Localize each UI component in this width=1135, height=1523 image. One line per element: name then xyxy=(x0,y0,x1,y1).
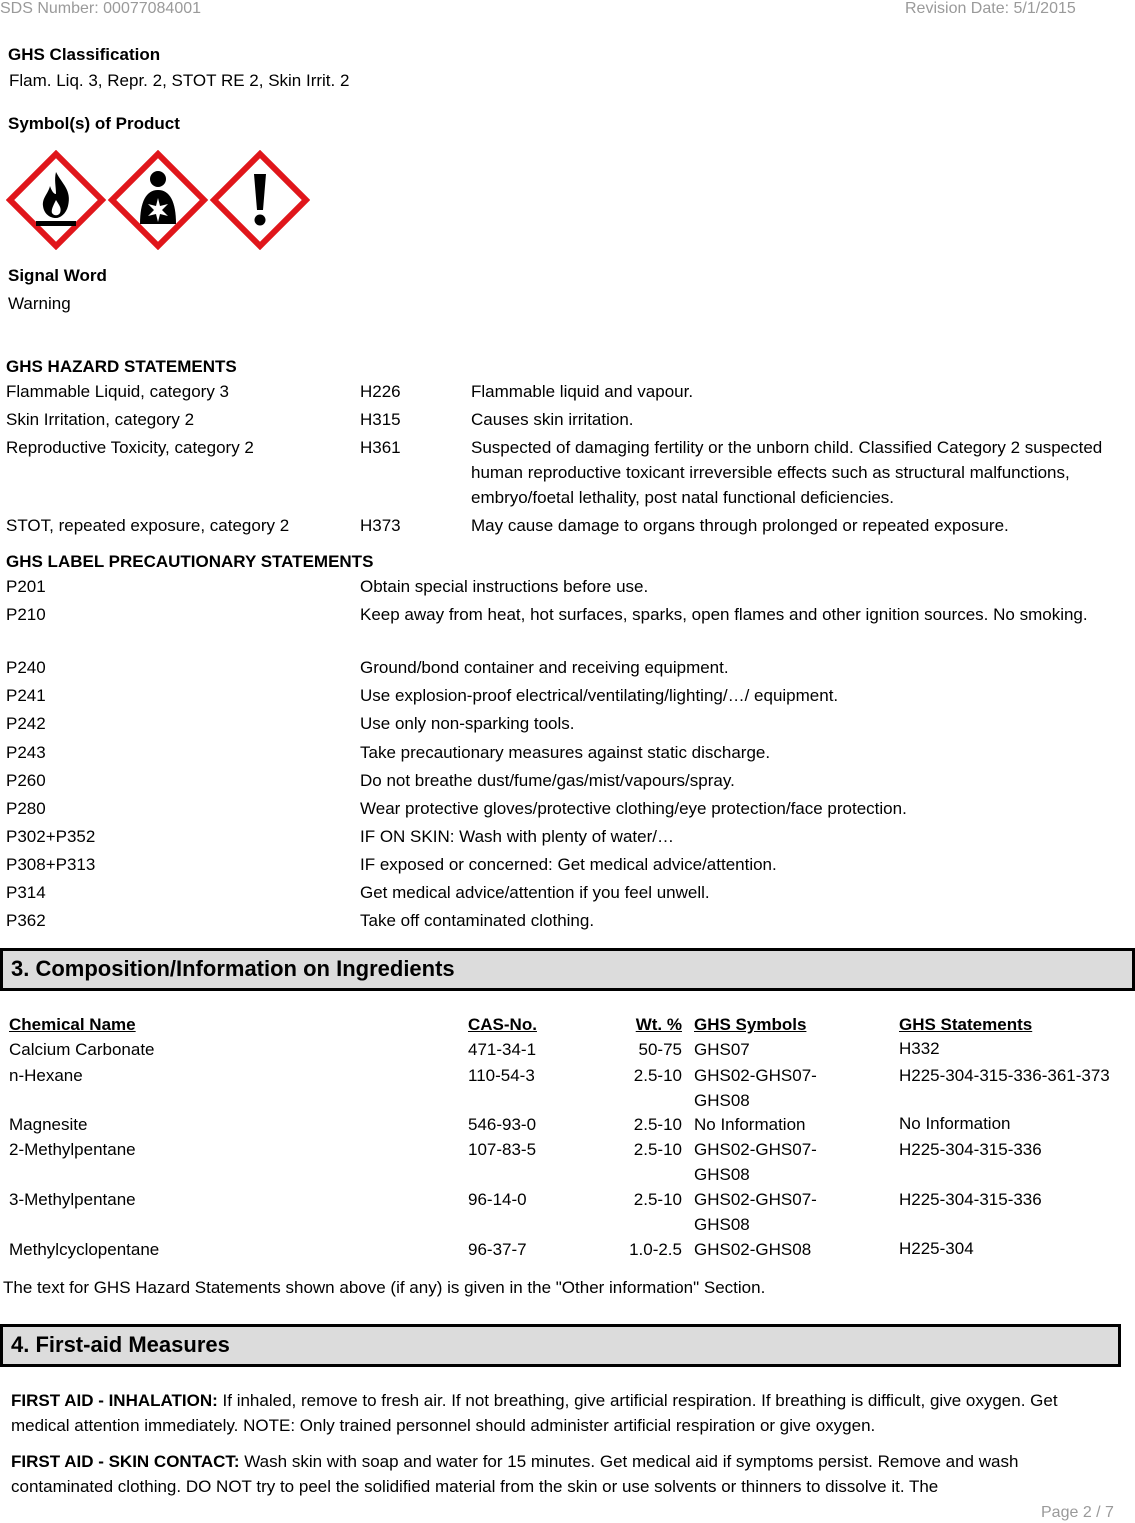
ingredient-name: Magnesite xyxy=(9,1115,88,1134)
column-cas-no: CAS-No. xyxy=(468,1015,537,1034)
ingredient-wt: 2.5-10 xyxy=(633,1140,682,1159)
ingredient-name: n-Hexane xyxy=(9,1066,83,1085)
first-aid-inhalation-label: FIRST AID - INHALATION: xyxy=(11,1391,218,1410)
hazard-code: H226 xyxy=(360,382,401,401)
health-hazard-pictogram-icon xyxy=(108,150,208,250)
ingredient-name: 3-Methylpentane xyxy=(9,1190,136,1209)
precaution-code: P280 xyxy=(6,799,46,818)
ingredient-statements: H225-304 xyxy=(899,1239,974,1258)
column-wt-percent: Wt. % xyxy=(635,1015,682,1034)
ingredient-cas: 96-14-0 xyxy=(468,1190,527,1209)
hazard-text: Suspected of damaging fertility or the unborn child. Classified Category 2 suspected human reproductive toxicant irreversible effects such as structural malfunctions, embryo/foetal lethality, post natal functional deficiencies. xyxy=(471,438,1103,507)
ingredient-statements: No Information xyxy=(899,1114,1011,1133)
hazard-category: Skin Irritation, category 2 xyxy=(6,410,195,429)
precaution-text: IF exposed or concerned: Get medical advice/attention. xyxy=(360,855,777,874)
first-aid-skin-label: FIRST AID - SKIN CONTACT: xyxy=(11,1452,240,1471)
precaution-text: Do not breathe dust/fume/gas/mist/vapours/spray. xyxy=(360,771,735,790)
ghs-classification-title: GHS Classification xyxy=(8,45,161,64)
ingredient-cas: 96-37-7 xyxy=(468,1240,527,1259)
first-aid-inhalation-text: If inhaled, remove to fresh air. If not breathing, give artificial respiration. If breathing is difficult, give oxygen. Get medical attention immediately. NOTE: Only trained personnel should administer artificial respiration or give oxygen. xyxy=(11,1391,1058,1435)
ingredient-cas: 107-83-5 xyxy=(468,1140,537,1159)
ingredient-cas: 110-54-3 xyxy=(468,1066,535,1085)
ingredient-statements: H225-304-315-336 xyxy=(899,1190,1042,1209)
precautionary-title: GHS LABEL PRECAUTIONARY STATEMENTS xyxy=(6,552,374,571)
column-ghs-statements: GHS Statements xyxy=(899,1015,1033,1034)
symbols-title: Symbol(s) of Product xyxy=(8,114,180,133)
precaution-code: P260 xyxy=(6,771,46,790)
revision-date: Revision Date: 5/1/2015 xyxy=(905,0,1076,17)
precaution-text: IF ON SKIN: Wash with plenty of water/… xyxy=(360,827,674,846)
signal-word-value: Warning xyxy=(8,294,71,313)
hazard-statements-title: GHS HAZARD STATEMENTS xyxy=(6,357,237,376)
precaution-code: P201 xyxy=(6,577,46,596)
ingredient-statements: H332 xyxy=(899,1039,940,1058)
precaution-code: P242 xyxy=(6,714,46,733)
composition-note: The text for GHS Hazard Statements shown above (if any) is given in the "Other information" Section. xyxy=(3,1278,766,1297)
ingredient-symbols: GHS02-GHS07-GHS08 xyxy=(694,1066,817,1110)
hazard-code: H361 xyxy=(360,438,401,457)
precaution-code: P240 xyxy=(6,658,46,677)
first-aid-skin xyxy=(11,1449,1111,1499)
ingredient-symbols: GHS07 xyxy=(694,1040,750,1059)
sds-number: SDS Number: 00077084001 xyxy=(0,0,202,17)
ingredient-name: 2-Methylpentane xyxy=(9,1140,136,1159)
first-aid-inhalation xyxy=(11,1388,1111,1438)
precaution-text: Obtain special instructions before use. xyxy=(360,577,649,596)
precaution-text: Ground/bond container and receiving equipment. xyxy=(360,658,729,677)
ingredient-wt: 1.0-2.5 xyxy=(629,1240,682,1259)
precaution-code: P302+P352 xyxy=(6,827,96,846)
precaution-text: Use only non-sparking tools. xyxy=(360,714,575,733)
ingredient-cas: 546-93-0 xyxy=(468,1115,537,1134)
flame-pictogram-icon xyxy=(6,150,106,250)
hazard-text: Causes skin irritation. xyxy=(471,410,634,429)
precaution-code: P308+P313 xyxy=(6,855,96,874)
ingredient-cas: 471-34-1 xyxy=(468,1040,537,1059)
precaution-code: P362 xyxy=(6,911,46,930)
ingredient-statements: H225-304-315-336-361-373 xyxy=(899,1066,1110,1085)
ingredient-wt: 2.5-10 xyxy=(633,1066,682,1085)
column-ghs-symbols: GHS Symbols xyxy=(694,1015,807,1034)
hazard-category: Reproductive Toxicity, category 2 xyxy=(6,438,254,457)
ingredient-name: Calcium Carbonate xyxy=(9,1040,155,1059)
signal-word-title: Signal Word xyxy=(8,266,107,285)
section-4-heading: 4. First-aid Measures xyxy=(0,1324,1121,1367)
page-number: Page 2 / 7 xyxy=(1041,1504,1114,1521)
section-3-heading: 3. Composition/Information on Ingredients xyxy=(0,948,1135,991)
hazard-code: H315 xyxy=(360,410,401,429)
ingredient-statements: H225-304-315-336 xyxy=(899,1140,1042,1159)
ingredient-symbols: GHS02-GHS07-GHS08 xyxy=(694,1140,817,1184)
precaution-code: P241 xyxy=(6,686,46,705)
hazard-category: Flammable Liquid, category 3 xyxy=(6,382,230,401)
precaution-code: P243 xyxy=(6,743,46,762)
precaution-code: P210 xyxy=(6,605,46,624)
precaution-text: Take precautionary measures against static discharge. xyxy=(360,743,771,762)
ingredient-wt: 2.5-10 xyxy=(633,1115,682,1134)
precaution-text: Wear protective gloves/protective clothing/eye protection/face protection. xyxy=(360,799,907,818)
ingredient-wt: 2.5-10 xyxy=(633,1190,682,1209)
hazard-category: STOT, repeated exposure, category 2 xyxy=(6,516,290,535)
ingredient-name: Methylcyclopentane xyxy=(9,1240,160,1259)
hazard-code: H373 xyxy=(360,516,401,535)
ingredient-wt: 50-75 xyxy=(638,1040,682,1059)
hazard-text: May cause damage to organs through prolonged or repeated exposure. xyxy=(471,516,1009,535)
precaution-code: P314 xyxy=(6,883,46,902)
ingredient-symbols: GHS02-GHS08 xyxy=(694,1240,812,1259)
first-aid-skin-text: Wash skin with soap and water for 15 minutes. Get medical aid if symptoms persist. Remove and wash contaminated clothing. DO NOT try to peel the solidified material from the skin or use solvents or thinners to dissolve it. The xyxy=(11,1452,1019,1496)
precaution-text: Keep away from heat, hot surfaces, sparks, open flames and other ignition sources. No smoking. xyxy=(360,605,1088,624)
ghs-classification-value: Flam. Liq. 3, Repr. 2, STOT RE 2, Skin Irrit. 2 xyxy=(9,71,350,90)
precaution-text: Use explosion-proof electrical/ventilating/lighting/…/ equipment. xyxy=(360,686,839,705)
hazard-text: Flammable liquid and vapour. xyxy=(471,382,694,401)
precaution-text: Get medical advice/attention if you feel unwell. xyxy=(360,883,710,902)
ingredient-symbols: No Information xyxy=(694,1115,806,1134)
column-chemical-name: Chemical Name xyxy=(9,1015,136,1034)
exclamation-pictogram-icon xyxy=(210,150,310,250)
ingredient-symbols: GHS02-GHS07-GHS08 xyxy=(694,1190,817,1234)
precaution-text: Take off contaminated clothing. xyxy=(360,911,595,930)
